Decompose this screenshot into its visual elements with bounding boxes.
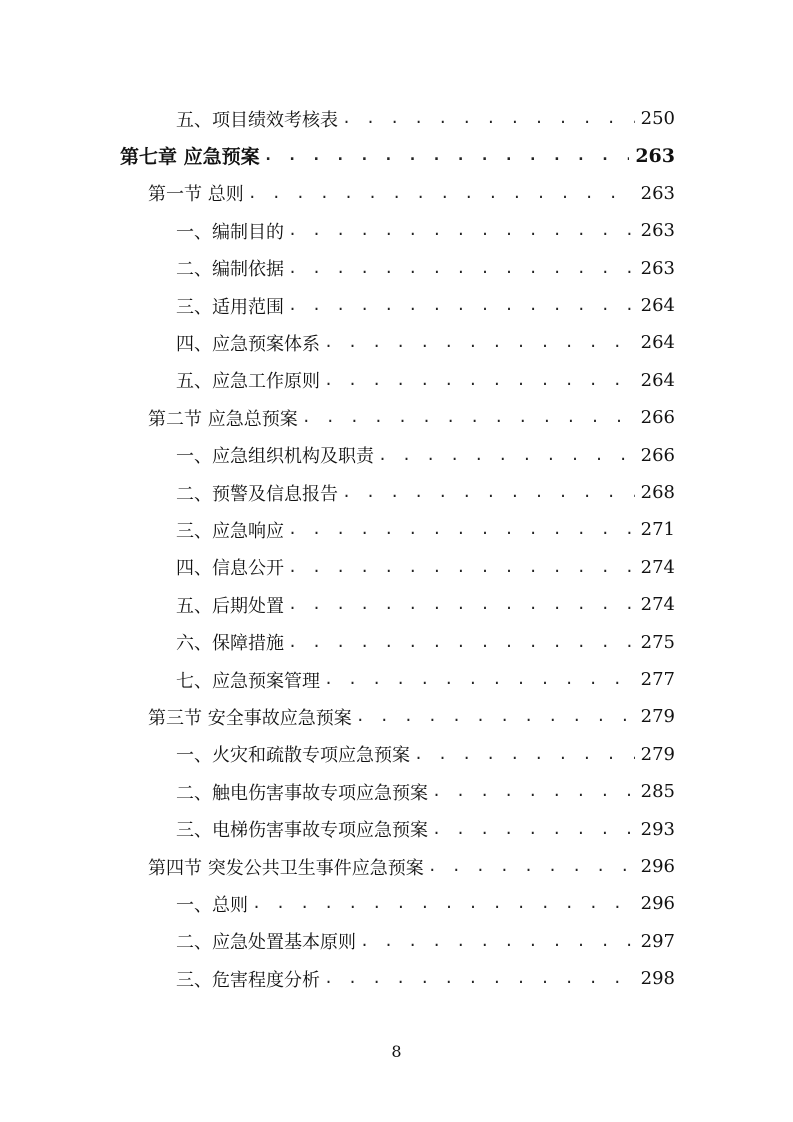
toc-leader-dots — [378, 448, 635, 463]
toc-entry-page: 263 — [640, 257, 675, 279]
toc-entry-title: 五、项目绩效考核表 — [176, 109, 338, 131]
toc-entry[interactable] — [176, 923, 675, 960]
toc-leader-dots — [342, 485, 635, 500]
toc-entry[interactable] — [176, 885, 675, 922]
toc-entry[interactable] — [176, 960, 675, 997]
toc-entry[interactable] — [176, 736, 675, 773]
toc-entry-page: 264 — [640, 369, 675, 391]
toc-entry-title: 第二节 应急总预案 — [148, 408, 298, 430]
page-number: 8 — [391, 1042, 402, 1061]
toc-entry-page: 263 — [640, 220, 675, 242]
toc-entry-title: 第七章 应急预案 — [120, 146, 260, 169]
toc-leader-dots — [288, 261, 635, 276]
toc-leader-dots — [288, 597, 635, 612]
toc-entry[interactable] — [176, 624, 675, 661]
toc-leader-dots — [288, 560, 635, 575]
toc-leader-dots — [360, 934, 635, 949]
toc-entry-page: 274 — [640, 594, 675, 616]
toc-leader-dots — [288, 635, 635, 650]
toc-entry[interactable] — [148, 175, 675, 212]
toc-entry-page: 274 — [640, 556, 675, 578]
toc-leader-dots — [324, 672, 635, 687]
toc-entry-title: 二、触电伤害事故专项应急预案 — [176, 782, 428, 804]
toc-leader-dots — [288, 223, 635, 238]
toc-entry-page: 268 — [640, 482, 675, 503]
toc-entry-title: 七、应急预案管理 — [176, 670, 320, 692]
toc-entry[interactable] — [176, 773, 675, 810]
toc-entry-title: 五、应急工作原则 — [176, 371, 320, 393]
toc-entry[interactable] — [176, 287, 675, 324]
toc-entry[interactable] — [148, 399, 675, 436]
toc-entry-title: 一、编制目的 — [176, 221, 284, 243]
toc-entry-page: 296 — [640, 893, 675, 915]
toc-entry-title: 三、电梯伤害事故专项应急预案 — [176, 820, 428, 842]
toc-entry-title: 一、应急组织机构及职责 — [176, 446, 374, 468]
toc-entry-page: 275 — [640, 631, 675, 653]
toc-entry[interactable] — [176, 362, 675, 399]
toc-entry-title: 第一节 总则 — [148, 184, 244, 206]
toc-leader-dots — [302, 410, 635, 425]
toc-entry[interactable] — [176, 324, 675, 361]
toc-leader-dots — [356, 709, 635, 724]
toc-leader-dots — [324, 335, 635, 350]
toc-leader-dots — [324, 373, 635, 388]
toc-entry[interactable] — [176, 474, 675, 511]
toc-leader-dots — [432, 784, 635, 799]
toc-entry-title: 二、应急处置基本原则 — [176, 932, 356, 954]
toc-entry[interactable] — [148, 848, 675, 885]
toc-entry-page: 298 — [640, 968, 675, 990]
toc-entry[interactable] — [148, 698, 675, 735]
toc-leader-dots — [288, 522, 635, 537]
toc-entry[interactable] — [120, 137, 675, 174]
toc-entry-title: 第三节 安全事故应急预案 — [148, 707, 352, 729]
toc-leader-dots — [414, 747, 635, 762]
toc-entry-title: 二、编制依据 — [176, 259, 284, 281]
toc-entry-page: 264 — [640, 332, 675, 354]
toc-leader-dots — [428, 859, 635, 874]
toc-entry-title: 三、应急响应 — [176, 520, 284, 542]
toc-leader-dots — [288, 298, 635, 313]
toc-entry-page: 263 — [640, 182, 675, 204]
toc-entry-title: 三、危害程度分析 — [176, 969, 320, 991]
toc-entry[interactable] — [176, 212, 675, 249]
toc-entry[interactable] — [176, 811, 675, 848]
toc-entry-title: 五、后期处置 — [176, 595, 284, 617]
toc-leader-dots — [264, 148, 630, 163]
toc-entry-page: 250 — [640, 108, 675, 129]
toc-leader-dots — [252, 896, 635, 911]
toc-leader-dots — [324, 971, 635, 986]
toc-entry-page: 296 — [640, 856, 675, 877]
toc-entry-page: 297 — [640, 930, 675, 952]
toc-entry-page: 277 — [640, 669, 675, 690]
toc-entry[interactable] — [176, 549, 675, 586]
toc-entry-title: 二、预警及信息报告 — [176, 483, 338, 505]
toc-entry-page: 263 — [635, 144, 675, 167]
toc-entry-page: 266 — [640, 407, 675, 429]
toc-entry-title: 四、信息公开 — [176, 558, 284, 580]
toc-entry-page: 266 — [640, 444, 675, 466]
toc-entry-page: 279 — [640, 706, 675, 728]
toc-leader-dots — [432, 822, 635, 837]
toc-entry-page: 279 — [640, 743, 675, 765]
toc-entry-page: 285 — [640, 781, 675, 803]
toc-entry-page: 271 — [640, 519, 675, 541]
toc-leader-dots — [248, 186, 635, 201]
toc-entry[interactable] — [176, 437, 675, 474]
toc-entry-title: 一、总则 — [176, 894, 248, 916]
toc-leader-dots — [342, 111, 635, 126]
toc-entry-title: 六、保障措施 — [176, 633, 284, 655]
toc-entry-title: 第四节 突发公共卫生事件应急预案 — [148, 857, 424, 879]
toc-entry[interactable] — [176, 661, 675, 698]
toc-entry-title: 三、适用范围 — [176, 296, 284, 318]
toc-entry[interactable] — [176, 250, 675, 287]
toc-entry-title: 一、火灾和疏散专项应急预案 — [176, 745, 410, 767]
toc-entry[interactable] — [176, 586, 675, 623]
toc-entry[interactable] — [176, 100, 675, 137]
toc-entry-page: 293 — [640, 818, 675, 840]
toc-entry-title: 四、应急预案体系 — [176, 333, 320, 355]
toc-entry-page: 264 — [640, 295, 675, 316]
toc-entry[interactable] — [176, 511, 675, 548]
